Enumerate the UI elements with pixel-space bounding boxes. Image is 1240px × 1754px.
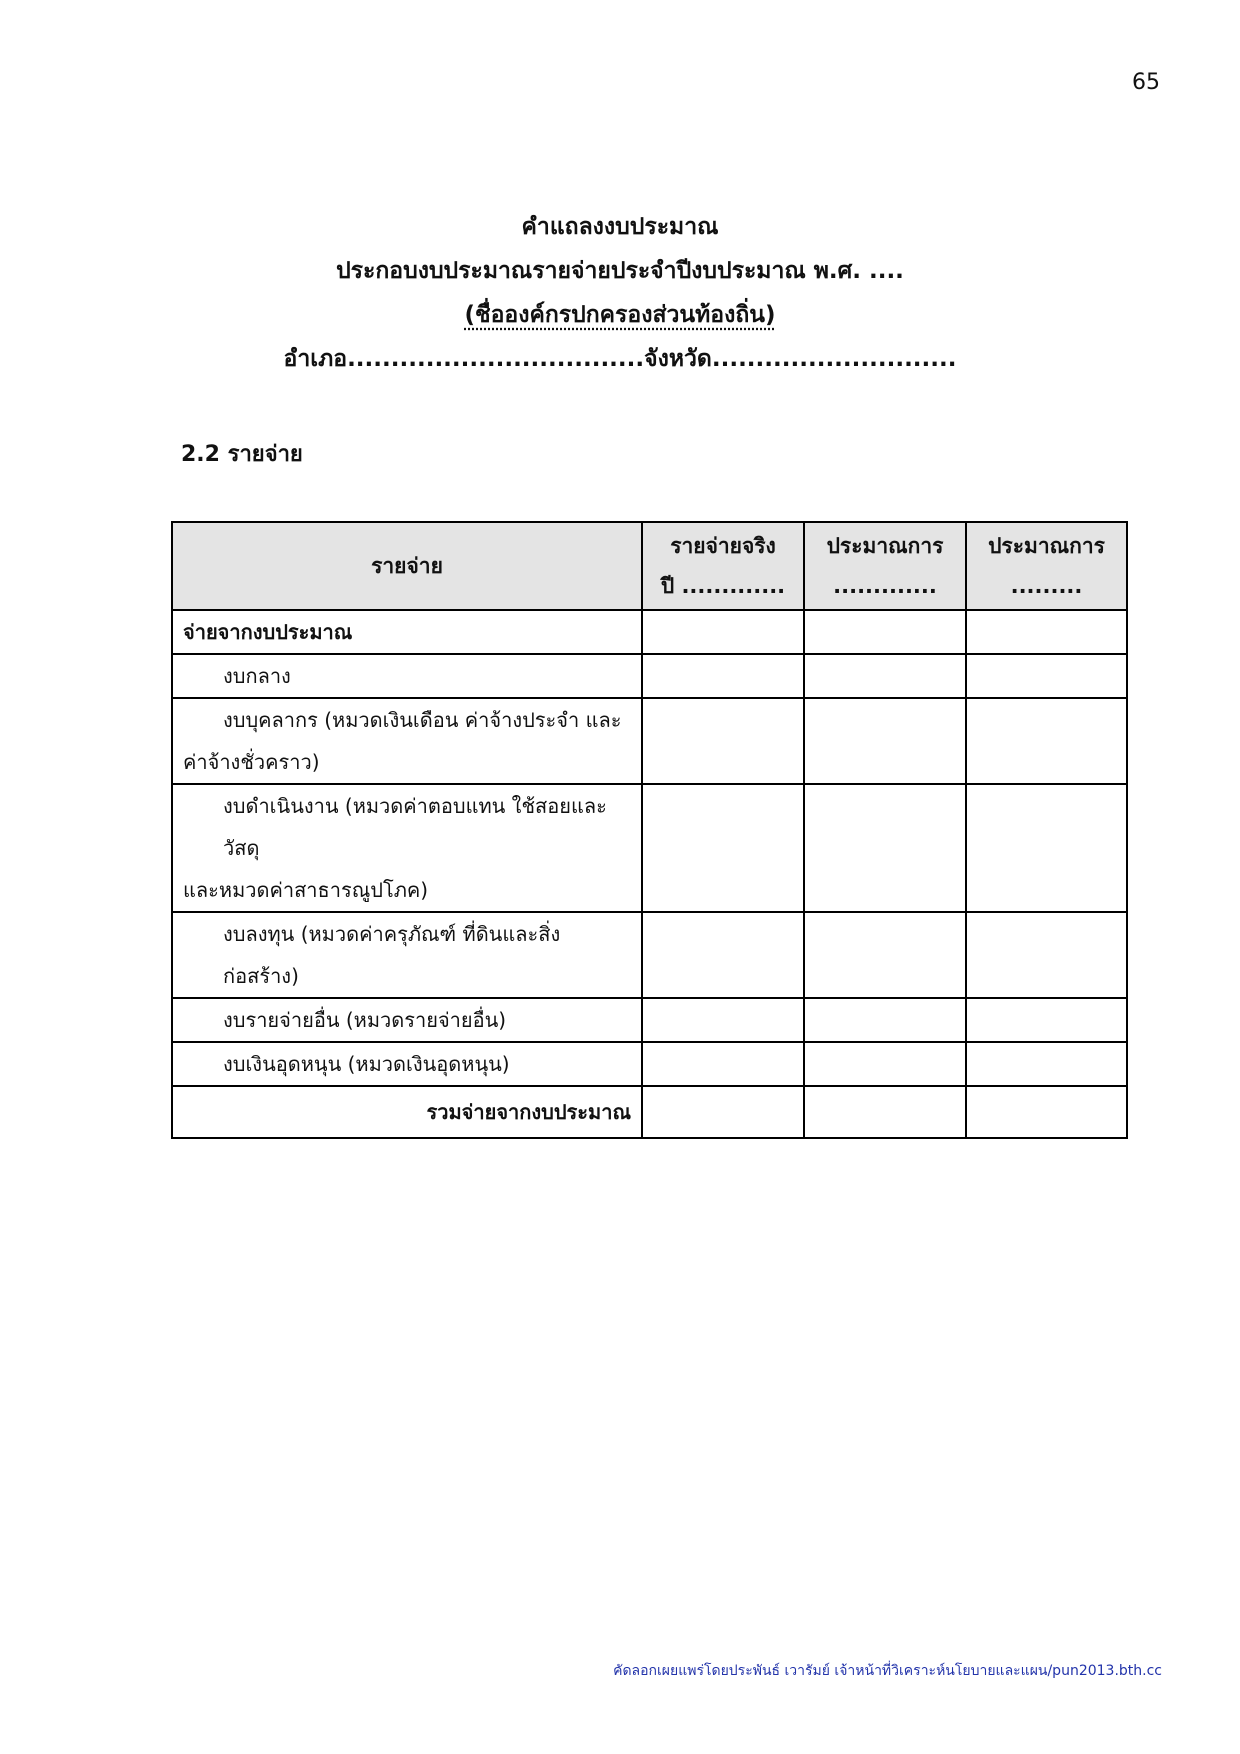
row-label-line2: และหมวดค่าสาธารณูปโภค) bbox=[183, 878, 429, 902]
table-row bbox=[172, 698, 1127, 784]
table-cell bbox=[966, 998, 1127, 1042]
header-actual-line2: ปี ............. bbox=[660, 574, 786, 598]
table-cell bbox=[804, 1086, 966, 1138]
footer-credit: คัดลอกเผยแพร่โดยประพันธ์ เวารัมย์ เจ้าหน้าที่วิเคราะห์นโยบายและแผน/pun2013.bth.cc bbox=[613, 1663, 1162, 1679]
header-expenditure: รายจ่าย bbox=[172, 522, 642, 610]
table-cell bbox=[966, 654, 1127, 698]
table-row bbox=[172, 784, 1127, 912]
row-label-line2: ค่าจ้างชั่วคราว) bbox=[183, 750, 320, 774]
header-estimate-2 bbox=[966, 522, 1127, 610]
document-subtitle: ประกอบงบประมาณรายจ่ายประจำปีงบประมาณ พ.ศ. .... bbox=[336, 258, 904, 284]
location-line: อำเภอ..................................จังหวัด............................ bbox=[283, 346, 957, 372]
row-label-other-expenditure bbox=[172, 998, 642, 1042]
row-label-text: งบรายจ่ายอื่น (หมวดรายจ่ายอื่น) bbox=[223, 1008, 507, 1032]
table-header-row bbox=[172, 522, 1127, 610]
header-actual-line1: รายจ่ายจริง bbox=[670, 534, 776, 558]
table-cell bbox=[804, 698, 966, 784]
table-cell bbox=[966, 698, 1127, 784]
expenditure-table bbox=[171, 521, 1128, 1139]
row-label-personnel bbox=[172, 698, 642, 784]
table-row bbox=[172, 1042, 1127, 1086]
header-estimate-2-line2: ......... bbox=[1010, 574, 1083, 598]
table-cell bbox=[642, 1086, 804, 1138]
table-row bbox=[172, 654, 1127, 698]
table-row bbox=[172, 912, 1127, 998]
table-cell bbox=[804, 998, 966, 1042]
table-cell bbox=[804, 784, 966, 912]
row-label-line1 bbox=[183, 699, 631, 741]
row-label-text: งบลงทุน (หมวดค่าครุภัณฑ์ ที่ดินและสิ่งก่อสร้าง) bbox=[223, 922, 561, 988]
table-cell bbox=[804, 912, 966, 998]
header-actual-expenditure bbox=[642, 522, 804, 610]
header-estimate-1 bbox=[804, 522, 966, 610]
table-cell bbox=[804, 1042, 966, 1086]
row-label-text: งบบุคลากร (หมวดเงินเดือน ค่าจ้างประจำ และ bbox=[223, 708, 622, 732]
table-cell bbox=[642, 784, 804, 912]
row-label-line1 bbox=[183, 785, 631, 869]
row-label-central-budget bbox=[172, 654, 642, 698]
organization-name: (ชื่อองค์กรปกครองส่วนท้องถิ่น) bbox=[464, 302, 776, 328]
table-total-row bbox=[172, 1086, 1127, 1138]
table-cell bbox=[966, 1042, 1127, 1086]
document-heading bbox=[0, 205, 1240, 381]
header-estimate-1-line1: ประมาณการ bbox=[826, 534, 944, 558]
row-label-budget-expenditure: จ่ายจากงบประมาณ bbox=[172, 610, 642, 654]
row-label-text: งบกลาง bbox=[223, 664, 291, 688]
table-cell bbox=[642, 610, 804, 654]
table-cell bbox=[804, 610, 966, 654]
table-row bbox=[172, 998, 1127, 1042]
row-label-operations bbox=[172, 784, 642, 912]
table-row bbox=[172, 610, 1127, 654]
row-label-investment bbox=[172, 912, 642, 998]
table-cell bbox=[642, 912, 804, 998]
header-estimate-2-line1: ประมาณการ bbox=[988, 534, 1105, 558]
table-cell bbox=[642, 998, 804, 1042]
row-label-subsidy bbox=[172, 1042, 642, 1086]
table-cell bbox=[966, 784, 1127, 912]
table-cell bbox=[642, 1042, 804, 1086]
page-number: 65 bbox=[1132, 70, 1160, 95]
table-cell bbox=[804, 654, 966, 698]
table-cell bbox=[966, 912, 1127, 998]
section-title: 2.2 รายจ่าย bbox=[181, 442, 303, 467]
table-cell bbox=[966, 610, 1127, 654]
row-label-total: รวมจ่ายจากงบประมาณ bbox=[172, 1086, 642, 1138]
table-cell bbox=[642, 698, 804, 784]
row-label-text: งบดำเนินงาน (หมวดค่าตอบแทน ใช้สอยและวัสดุ bbox=[223, 794, 607, 860]
header-estimate-1-line2: ............. bbox=[833, 574, 937, 598]
table-cell bbox=[966, 1086, 1127, 1138]
document-title: คำแถลงงบประมาณ bbox=[521, 214, 719, 240]
row-label-text: งบเงินอุดหนุน (หมวดเงินอุดหนุน) bbox=[223, 1052, 510, 1076]
organization-name-line bbox=[0, 293, 1240, 337]
table-cell bbox=[642, 654, 804, 698]
